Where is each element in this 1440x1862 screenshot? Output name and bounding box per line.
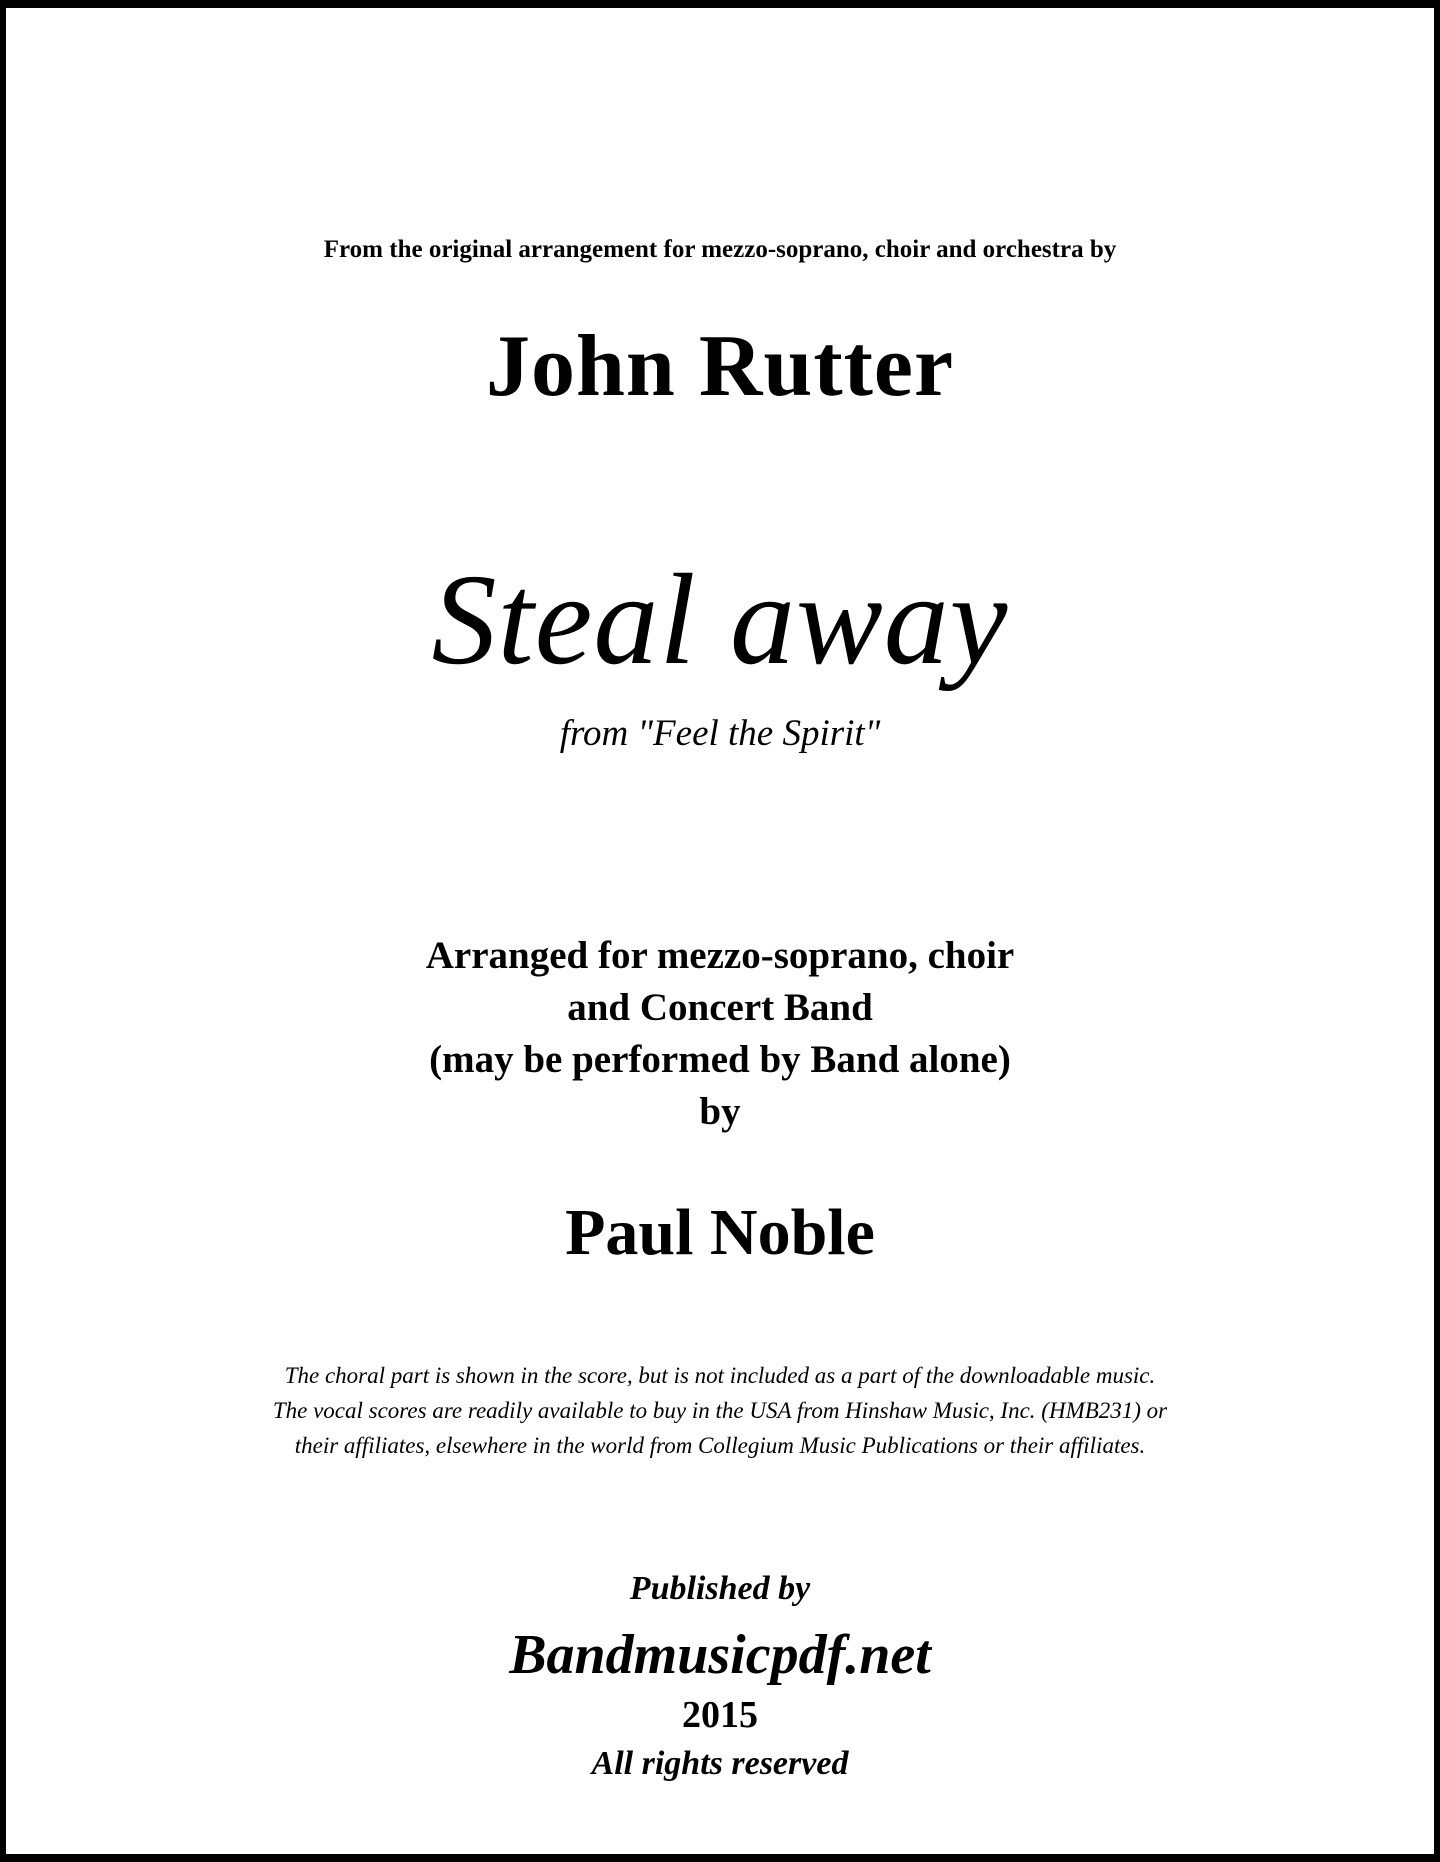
original-arrangement-line: From the original arrangement for mezzo-soprano, choir and orchestra by [323, 236, 1117, 263]
arranger-name: Paul Noble [565, 1196, 875, 1269]
arrangement-line: and Concert Band [567, 986, 873, 1029]
choral-part-note [0, 1358, 1440, 1463]
arrangement-description [0, 930, 1440, 1138]
note-line: The choral part is shown in the score, but is not included as a part of the downloadable music. [284, 1363, 1156, 1388]
arrangement-line: (may be performed by Band alone) [429, 1038, 1011, 1081]
arrangement-line: by [699, 1090, 741, 1133]
piece-title: Steal away [431, 548, 1009, 692]
note-line: their affiliates, elsewhere in the world from Collegium Music Publications or their affiliates. [294, 1433, 1146, 1458]
arrangement-line: Arranged for mezzo-soprano, choir [425, 934, 1015, 977]
piece-subtitle: from "Feel the Spirit" [559, 713, 881, 754]
publication-year: 2015 [682, 1694, 758, 1736]
publisher-name: Bandmusicpdf.net [509, 1624, 931, 1686]
note-line: The vocal scores are readily available to buy in the USA from Hinshaw Music, Inc. (HMB231) or [272, 1398, 1168, 1423]
composer-name: John Rutter [485, 318, 955, 415]
rights-notice: All rights reserved [591, 1745, 849, 1782]
published-by-label: Published by [629, 1570, 811, 1607]
